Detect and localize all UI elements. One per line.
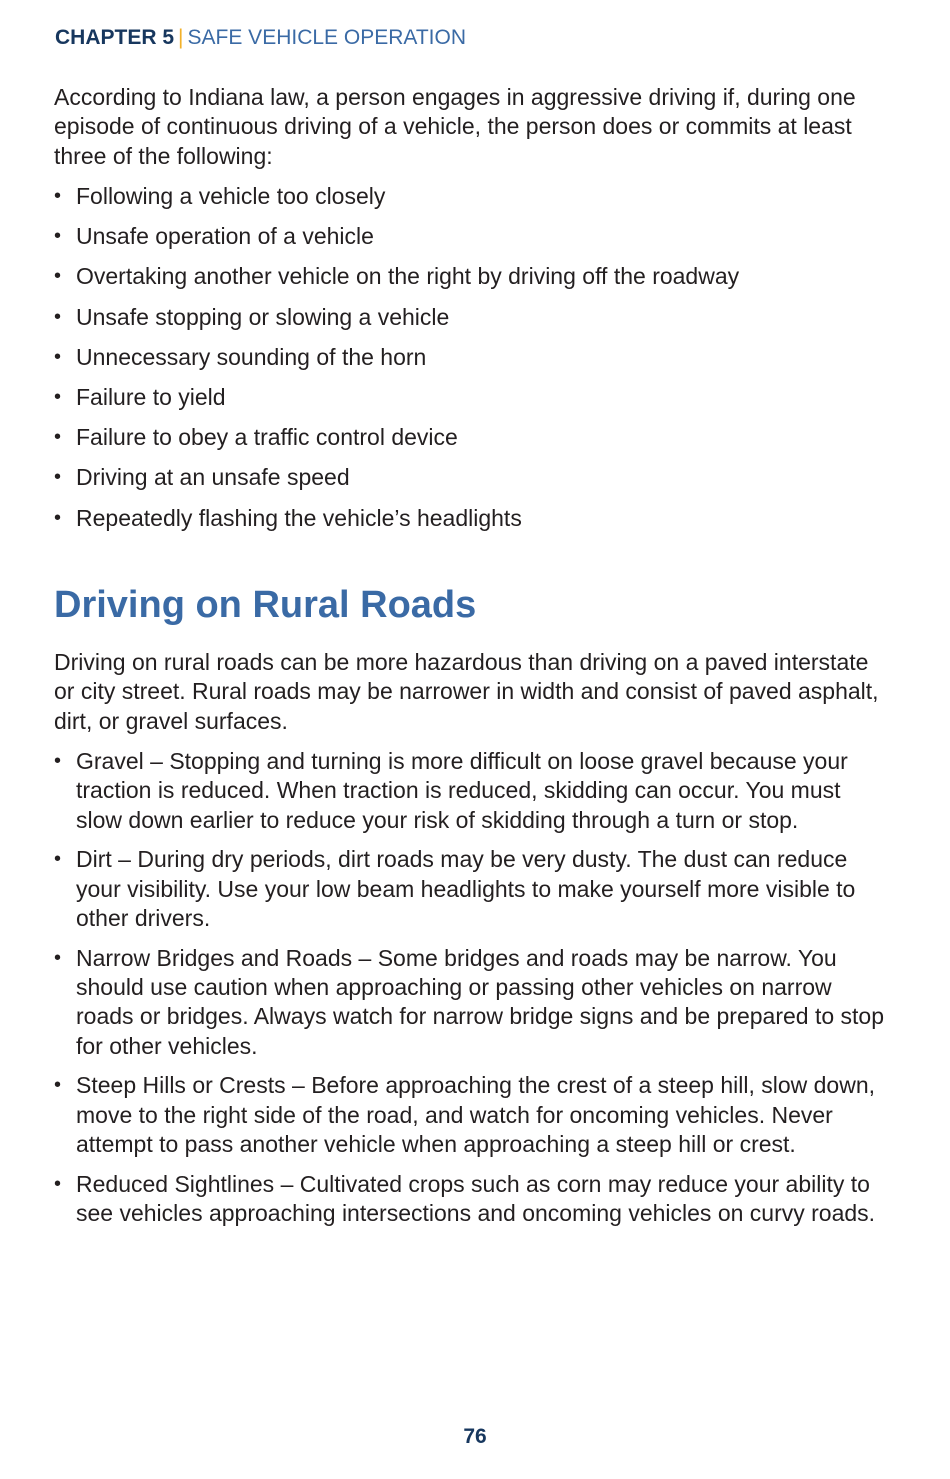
bullet-icon: • (54, 1172, 62, 1195)
list-item (54, 845, 890, 933)
list-item (54, 222, 890, 251)
list-item-text: Narrow Bridges and Roads – Some bridges and roads may be narrow. You should use caution when approaching or passing other vehicles on narrow roads or bridges. Always watch for narrow bridge signs and be prepared to stop for other vehicles. (76, 944, 884, 1059)
list-item-text: Failure to yield (76, 383, 226, 410)
list-item-text: Reduced Sightlines – Cultivated crops such as corn may reduce your ability to see vehicles approaching intersections and oncoming vehicles on curvy roads. (76, 1170, 876, 1227)
aggressive-driving-list (54, 182, 890, 544)
list-item (54, 182, 890, 211)
list-item (54, 463, 890, 492)
list-item-text: Steep Hills or Crests – Before approaching the crest of a steep hill, slow down, move to the right side of the road, and watch for oncoming vehicles. Never attempt to pass another vehicle when approaching a steep hill or crest. (76, 1072, 876, 1158)
list-item (54, 423, 890, 452)
bullet-icon: • (54, 750, 62, 772)
list-item-text: Repeatedly flashing the vehicle’s headlights (76, 504, 522, 531)
chapter-title: SAFE VEHICLE OPERATION (187, 26, 467, 49)
list-item-text: Dirt – During dry periods, dirt roads may be very dusty. The dust can reduce your visibility. Use your low beam headlights to make yourself more visible to other drivers. (76, 846, 856, 931)
aggressive-driving-intro: According to Indiana law, a person engages in aggressive driving if, during one episode of continuous driving of a vehicle, the person does or commits at least three of the following: (54, 84, 856, 169)
list-item (54, 262, 890, 291)
rural-roads-list (54, 747, 890, 1239)
bullet-icon: • (54, 848, 62, 871)
bullet-icon: • (54, 506, 62, 529)
list-item (54, 747, 890, 835)
list-item-text: Unnecessary sounding of the horn (76, 343, 427, 370)
rural-roads-intro: Driving on rural roads can be more hazardous than driving on a paved interstate or city street. Rural roads may be narrower in width and consist of paved asphalt, dirt, or gravel surfaces. (54, 649, 879, 734)
bullet-icon: • (54, 426, 62, 449)
running-header (55, 26, 466, 50)
list-item (54, 1071, 890, 1159)
list-item (54, 303, 890, 332)
bullet-icon: • (54, 1074, 62, 1097)
section-heading-rural-roads: Driving on Rural Roads (54, 584, 477, 626)
page-number: 76 (463, 1425, 487, 1448)
list-item (54, 343, 890, 372)
list-item (54, 1170, 890, 1229)
list-item-text: Unsafe operation of a vehicle (76, 223, 374, 250)
header-separator: | (178, 26, 184, 49)
list-item-text: Gravel – Stopping and turning is more difficult on loose gravel because your traction is reduced. When traction is reduced, skidding can occur. You must slow down earlier to reduce your risk of skidding through a turn or stop. (76, 748, 848, 833)
bullet-icon: • (54, 185, 62, 207)
list-item-text: Unsafe stopping or slowing a vehicle (76, 303, 450, 330)
bullet-icon: • (54, 225, 62, 248)
list-item-text: Following a vehicle too closely (76, 183, 386, 209)
bullet-icon: • (54, 946, 62, 969)
list-item (54, 383, 890, 412)
list-item (54, 504, 890, 533)
list-item-text: Overtaking another vehicle on the right by driving off the roadway (76, 263, 740, 290)
bullet-icon: • (54, 345, 62, 368)
list-item-text: Failure to obey a traffic control device (76, 424, 458, 451)
bullet-icon: • (54, 265, 62, 288)
bullet-icon: • (54, 305, 62, 328)
list-item (54, 944, 890, 1061)
chapter-label: CHAPTER 5 (55, 26, 175, 49)
bullet-icon: • (54, 385, 62, 408)
bullet-icon: • (54, 466, 62, 489)
list-item-text: Driving at an unsafe speed (76, 464, 350, 491)
